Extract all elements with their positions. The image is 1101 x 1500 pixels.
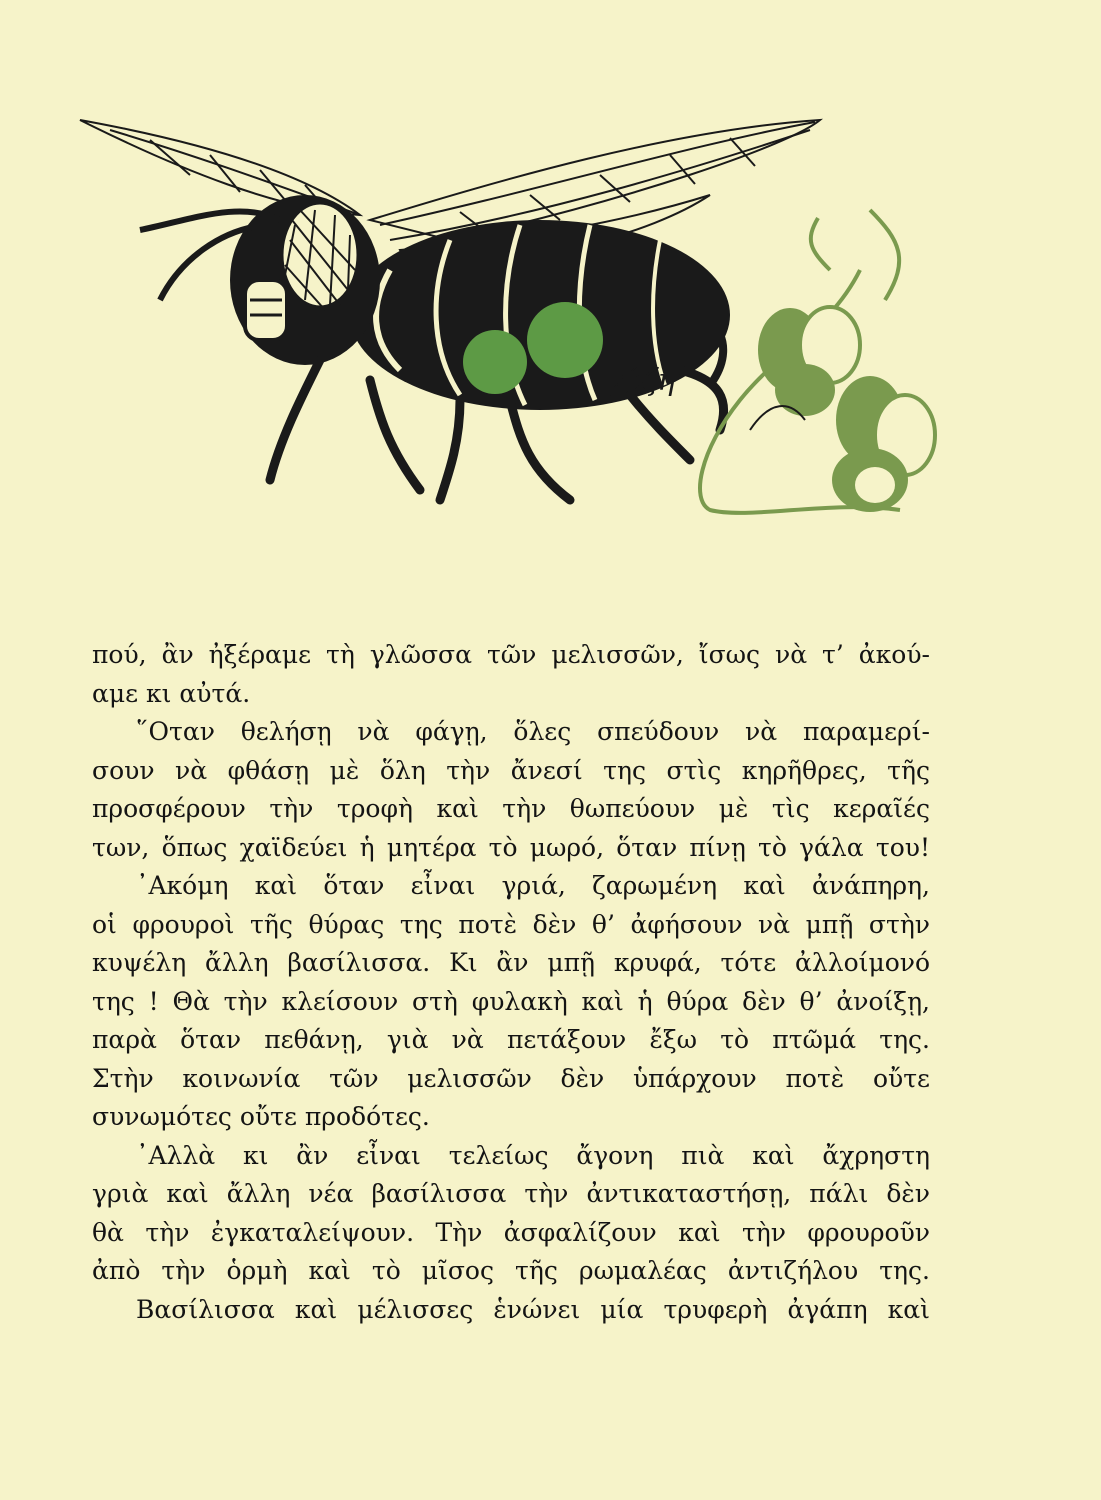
- text-line: της ! Θὰ τὴν κλείσουν στὴ φυλακὴ καὶ ἡ θύρα δὲν θ’ ἀνοίξῃ,: [92, 986, 930, 1016]
- body-text: [92, 636, 930, 1329]
- text-line: των, ὅπως χαϊδεύει ἡ μητέρα τὸ μωρό, ὅταν πίνῃ τὸ γάλα του!: [92, 832, 930, 862]
- text-line: σουν νὰ φθάσῃ μὲ ὅλη τὴν ἄνεσί της στὶς κηρῆθρες, τῆς: [92, 755, 930, 785]
- text-line: ᾿Ακόμη καὶ ὅταν εἶναι γριά, ζαρωμένη καὶ ἀνάπηρη,: [136, 871, 930, 900]
- text-line: θὰ τὴν ἐγκαταλείψουν. Τὴν ἀσφαλίζουν καὶ τὴν φρουροῦν: [92, 1217, 930, 1247]
- text-line: Βασίλισσα καὶ μέλισσες ἑνώνει μία τρυφερὴ ἀγάπη καὶ: [136, 1294, 930, 1324]
- text-line: αμε κι αὐτά.: [92, 678, 251, 708]
- text-line: γριὰ καὶ ἄλλη νέα βασίλισσα τὴν ἀντικαταστήσῃ, πάλι δὲν: [92, 1179, 930, 1208]
- text-line: ῞Οταν θελήσῃ νὰ φάγῃ, ὅλες σπεύδουν νὰ παραμερί-: [136, 717, 930, 746]
- text-line: Στὴν κοινωνία τῶν μελισσῶν δὲν ὑπάρχουν ποτὲ οὔτε: [92, 1063, 930, 1093]
- illustration-signature: γύζη: [605, 363, 676, 398]
- text-line: κυψέλη ἄλλη βασίλισσα. Κι ἂν μπῇ κρυφά, τότε ἀλλοίμονό: [92, 948, 930, 977]
- text-line: πού, ἂν ἠξέραμε τὴ γλῶσσα τῶν μελισσῶν, ἴσως νὰ τ’ ἀκού-: [92, 640, 930, 669]
- text-line: ᾿Αλλὰ κι ἂν εἶναι τελείως ἄγονη πιὰ καὶ ἄχρηστη: [136, 1140, 930, 1170]
- text-line: συνωμότες οὔτε προδότες.: [92, 1102, 430, 1131]
- text-line: οἱ φρουροὶ τῆς θύρας της ποτὲ δὲν θ’ ἀφήσουν νὰ μπῇ στὴν: [92, 909, 930, 939]
- bee-illustration: [70, 100, 950, 540]
- text-line: ἀπὸ τὴν ὁρμὴ καὶ τὸ μῖσος τῆς ρωμαλέας ἀντιζήλου της.: [92, 1256, 930, 1285]
- pansy-flower-icon: [700, 210, 935, 513]
- bee-head-icon: [230, 195, 380, 365]
- text-line: προσφέρουν τὴν τροφὴ καὶ τὴν θωπεύουν μὲ τὶς κεραῖές: [92, 794, 930, 823]
- text-line: παρὰ ὅταν πεθάνῃ, γιὰ νὰ πετάξουν ἔξω τὸ πτῶμά της.: [92, 1025, 930, 1054]
